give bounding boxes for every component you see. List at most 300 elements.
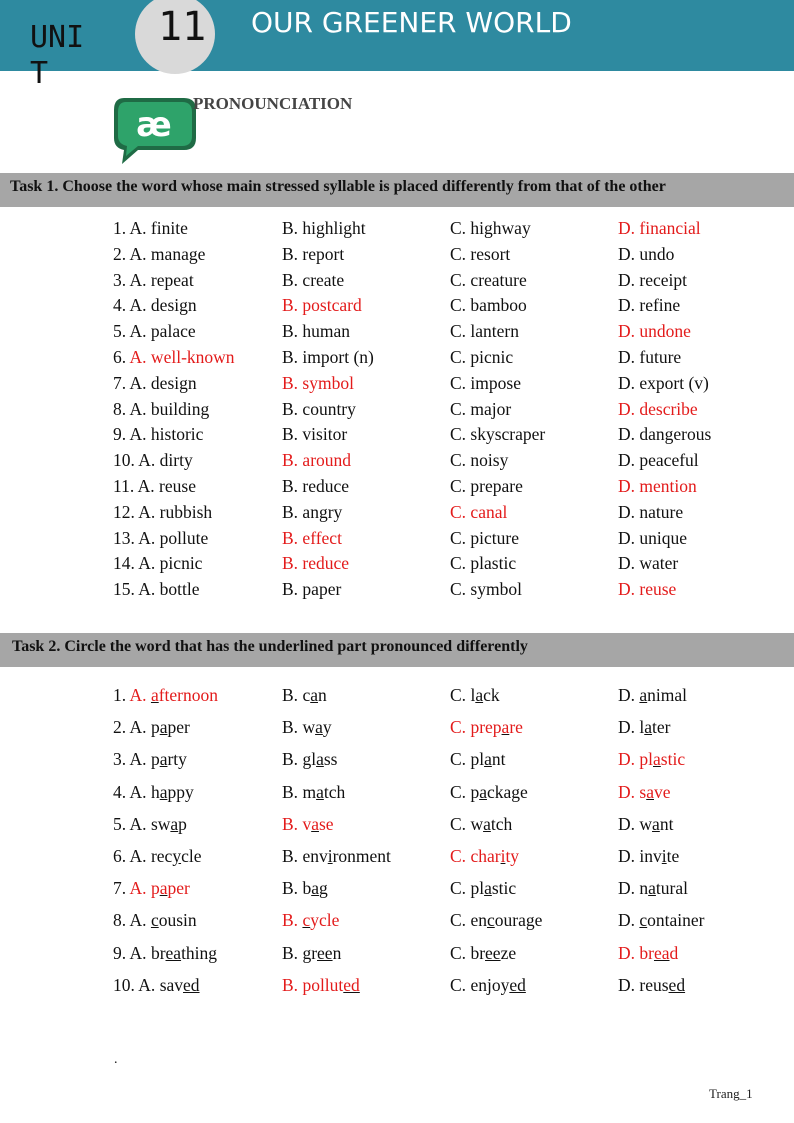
word-part: br	[470, 942, 486, 963]
option-letter: B.	[282, 878, 303, 899]
option-word	[450, 943, 516, 963]
question-number: 12.	[113, 501, 135, 522]
option-word	[130, 782, 194, 802]
word-part: cle	[181, 845, 202, 866]
task2-row	[113, 973, 783, 1005]
underlined-part: c	[150, 910, 159, 931]
word-part: m	[302, 781, 317, 802]
question-number: 5.	[113, 321, 127, 342]
option-word	[618, 717, 671, 737]
question-number: 9.	[113, 424, 127, 445]
task1-row	[113, 268, 783, 294]
option-text: C. picture	[450, 527, 520, 548]
word-part: sav	[159, 974, 184, 995]
word-part: per	[167, 878, 190, 899]
option-word	[130, 814, 187, 834]
option-text: D. refine	[618, 295, 681, 316]
option-letter: D.	[618, 749, 640, 770]
word-part: br	[639, 942, 654, 963]
option-word	[450, 878, 516, 898]
option-text: D. export (v)	[618, 372, 709, 393]
task2-option	[113, 715, 190, 740]
task1-option	[113, 474, 196, 500]
option-word	[618, 782, 671, 802]
footer-dot: .	[114, 1052, 118, 1067]
word-part: c	[302, 685, 311, 705]
word-part: te	[666, 845, 680, 866]
task1-option	[450, 474, 523, 500]
task1-option	[450, 319, 519, 345]
option-text: C. plastic	[450, 553, 517, 574]
task1-row	[113, 577, 783, 603]
underlined-part: a	[159, 717, 168, 738]
option-letter: D.	[618, 685, 640, 705]
task1-option	[282, 319, 350, 345]
word-part: v	[302, 813, 312, 834]
underlined-part: ed	[343, 974, 360, 995]
word-part: d	[669, 942, 679, 963]
task1-option	[450, 551, 516, 577]
option-text: D. unique	[618, 527, 688, 548]
task2-option	[113, 844, 201, 869]
question-number: 9.	[113, 942, 127, 963]
option-text: A. design	[129, 295, 197, 316]
word-part: stic	[491, 878, 517, 899]
option-text: D. mention	[618, 475, 697, 496]
word-part: ty	[505, 845, 520, 866]
task1-row	[113, 345, 783, 371]
option-letter: A.	[129, 781, 151, 802]
task1-option	[618, 345, 681, 371]
option-text: D. nature	[618, 501, 684, 522]
word-part: en	[470, 910, 487, 931]
underlined-part: a	[150, 685, 159, 705]
word-part: ousin	[158, 910, 197, 931]
question-number: 6.	[113, 845, 127, 866]
option-text: D. receipt	[618, 269, 687, 290]
task1-option	[113, 422, 203, 448]
underlined-part: a	[653, 749, 661, 770]
task1-option	[113, 551, 202, 577]
option-text: B. create	[282, 269, 345, 290]
underlined-part: a	[648, 878, 656, 899]
task1-option	[113, 526, 208, 552]
option-text: C. impose	[450, 372, 521, 393]
task2-option	[618, 715, 671, 740]
option-word	[450, 782, 528, 802]
option-text: D. describe	[618, 398, 698, 419]
option-text: B. report	[282, 243, 345, 264]
option-letter: B.	[282, 749, 303, 770]
question-number: 15.	[113, 579, 135, 600]
word-part: ck	[483, 685, 500, 705]
unit-label: UNIT	[30, 20, 85, 91]
question-number: 4.	[113, 295, 127, 316]
unit-banner	[0, 0, 794, 91]
task2-option	[282, 844, 391, 869]
word-part: se	[318, 813, 334, 834]
underlined-part: c	[486, 910, 495, 931]
option-letter: C.	[450, 878, 471, 899]
task1-option	[618, 242, 674, 268]
task2-option	[618, 780, 671, 805]
task2-option	[450, 908, 542, 933]
task2-option	[618, 683, 687, 708]
task1-option	[618, 397, 698, 423]
option-text: B. around	[282, 450, 352, 471]
option-text: B. effect	[282, 527, 342, 548]
option-text: A. finite	[129, 218, 188, 238]
option-text: B. visitor	[282, 424, 348, 445]
task2-option	[450, 812, 512, 837]
word-part: gl	[302, 749, 317, 770]
task1-option	[618, 268, 687, 294]
option-text: C. major	[450, 398, 512, 419]
task1-option	[282, 526, 342, 552]
option-text: A. well-known	[129, 346, 235, 367]
option-text: C. highway	[450, 218, 531, 238]
task2-option	[618, 747, 685, 772]
option-letter: C.	[450, 974, 471, 995]
word-part: ve	[653, 781, 671, 802]
option-text: B. reduce	[282, 553, 350, 574]
task1-option	[282, 242, 344, 268]
word-part: s	[639, 781, 647, 802]
option-text: A. bottle	[138, 579, 200, 600]
logo-ae-glyph: æ	[136, 105, 172, 145]
option-word	[130, 943, 218, 963]
option-letter: B.	[282, 813, 303, 834]
word-part: p	[178, 813, 187, 834]
option-letter: D.	[618, 845, 640, 866]
task1-row	[113, 422, 783, 448]
option-letter: B.	[282, 717, 303, 738]
option-text: C. skyscraper	[450, 424, 546, 445]
option-text: A. palace	[129, 321, 196, 342]
word-part: tch	[323, 781, 346, 802]
word-part: nt	[659, 813, 674, 834]
task1-option	[618, 293, 680, 319]
question-number: 6.	[113, 346, 127, 367]
option-word	[618, 943, 678, 963]
task1-option	[113, 216, 188, 242]
option-word	[130, 846, 202, 866]
option-letter: D.	[618, 717, 640, 738]
word-part: pl	[639, 749, 654, 770]
option-letter: D.	[618, 974, 640, 995]
task2-option	[450, 876, 516, 901]
task2-option	[282, 908, 339, 933]
option-word	[618, 975, 685, 995]
option-word	[130, 685, 218, 705]
word-part: y	[322, 717, 332, 738]
underlined-part: a	[644, 717, 653, 738]
task1-option	[618, 577, 676, 603]
underlined-part: a	[311, 878, 319, 899]
task2-option	[618, 844, 679, 869]
task2-option	[282, 780, 345, 805]
word-part: nt	[491, 749, 506, 770]
task1-option	[450, 242, 510, 268]
underlined-part: a	[475, 685, 484, 705]
underlined-part: a	[484, 878, 492, 899]
task2-row	[113, 876, 783, 908]
question-number: 8.	[113, 398, 127, 419]
task1-option	[450, 345, 513, 371]
option-word	[130, 878, 190, 898]
task2-option	[113, 683, 218, 708]
option-word	[450, 749, 505, 769]
option-text: D. undo	[618, 243, 675, 264]
option-letter: A.	[129, 878, 151, 899]
task1-option	[450, 422, 545, 448]
task2-option	[450, 941, 516, 966]
option-letter: C.	[450, 942, 471, 963]
option-text: A. manage	[129, 243, 206, 264]
option-text: A. historic	[129, 424, 204, 445]
option-word	[618, 846, 679, 866]
option-word	[282, 685, 327, 705]
option-word	[618, 749, 685, 769]
option-letter: B.	[282, 910, 303, 931]
option-word	[618, 878, 688, 898]
task1-title: Task 1. Choose the word whose main stressed syllable is placed differently from that of the other	[0, 173, 794, 207]
task1-option	[113, 397, 209, 423]
task1-row	[113, 474, 783, 500]
task2-option	[113, 747, 187, 772]
word-part: rec	[150, 845, 173, 866]
option-text: C. prepare	[450, 475, 523, 496]
word-part: h	[150, 781, 160, 802]
task2-option	[282, 812, 334, 837]
option-letter: A.	[129, 717, 151, 738]
underlined-part: ed	[668, 974, 686, 995]
task1-option	[282, 345, 374, 371]
task2-option	[113, 876, 190, 901]
task2-list	[113, 683, 783, 1005]
underlined-part: a	[159, 878, 168, 899]
option-word	[282, 814, 334, 834]
question-number: 13.	[113, 527, 135, 548]
word-part: gr	[302, 942, 318, 963]
task2-option	[113, 812, 187, 837]
task1-option	[450, 577, 522, 603]
option-text: A. design	[129, 372, 197, 393]
task2-option	[450, 747, 505, 772]
task2-option	[618, 973, 685, 998]
word-part: w	[302, 717, 316, 738]
option-letter: C.	[450, 910, 471, 931]
underlined-part: a	[316, 781, 324, 802]
option-word	[130, 717, 190, 737]
task1-option	[282, 474, 349, 500]
word-part: g	[318, 878, 328, 899]
underlined-part: a	[311, 813, 319, 834]
task1-option	[618, 474, 697, 500]
word-part: nimal	[647, 685, 688, 705]
task2-option	[618, 908, 705, 933]
option-text: D. undone	[618, 321, 691, 342]
underlined-part: c	[302, 910, 311, 931]
option-text: C. creature	[450, 269, 527, 290]
option-letter: A.	[129, 749, 151, 770]
word-part: tch	[490, 813, 513, 834]
underlined-part: i	[500, 845, 506, 866]
question-number: 8.	[113, 910, 127, 931]
option-text: C. canal	[450, 501, 508, 522]
option-text: C. symbol	[450, 579, 522, 600]
word-part: br	[150, 942, 166, 963]
option-text: C. bamboo	[450, 295, 527, 316]
underlined-part: a	[484, 749, 492, 770]
task1-option	[282, 397, 356, 423]
word-part: ter	[652, 717, 671, 738]
option-word	[138, 975, 199, 995]
option-letter: B.	[282, 974, 303, 995]
option-letter: B.	[282, 781, 303, 802]
task1-option	[282, 268, 344, 294]
option-letter: C.	[450, 749, 471, 770]
question-number: 3.	[113, 749, 127, 770]
option-letter: D.	[618, 878, 640, 899]
task1-option	[113, 448, 193, 474]
task1-option	[113, 242, 205, 268]
task1-option	[282, 293, 362, 319]
option-text: B. highlight	[282, 218, 366, 238]
option-word	[282, 717, 332, 737]
question-number: 14.	[113, 553, 135, 574]
underlined-part: a	[159, 781, 168, 802]
task1-option	[282, 577, 341, 603]
section-title: PRONOUNCIATION	[193, 94, 353, 113]
option-word	[282, 943, 341, 963]
option-text: D. reuse	[618, 579, 677, 600]
task1-option	[618, 526, 687, 552]
option-text: B. postcard	[282, 295, 362, 316]
option-text: B. symbol	[282, 372, 354, 393]
task2-option	[113, 941, 217, 966]
option-letter: A.	[129, 910, 151, 931]
task1-row	[113, 448, 783, 474]
task1-option	[450, 500, 507, 526]
option-text: A. building	[129, 398, 210, 419]
option-text: A. reuse	[137, 475, 196, 496]
question-number: 2.	[113, 243, 127, 264]
word-part: pollut	[302, 974, 344, 995]
task1-option	[450, 526, 519, 552]
option-word	[450, 717, 523, 737]
task1-option	[450, 268, 527, 294]
option-text: C. noisy	[450, 450, 509, 471]
option-word	[282, 846, 391, 866]
task1-option	[618, 500, 683, 526]
option-letter: D.	[618, 942, 640, 963]
option-text: D. peaceful	[618, 450, 699, 471]
task1-option	[113, 293, 197, 319]
task1-option	[113, 577, 200, 603]
underlined-part: ea	[653, 942, 670, 963]
underlined-part: ee	[317, 942, 333, 963]
option-text: C. resort	[450, 243, 511, 264]
option-text: A. dirty	[138, 450, 193, 471]
word-part: rty	[167, 749, 187, 770]
task1-option	[450, 293, 527, 319]
task2-row	[113, 683, 783, 715]
word-part: n	[332, 942, 342, 963]
option-text: D. dangerous	[618, 424, 712, 445]
underlined-part: a	[483, 813, 491, 834]
option-word	[450, 685, 500, 705]
task2-option	[450, 973, 526, 998]
word-part: fternoon	[158, 685, 219, 705]
task1-row	[113, 526, 783, 552]
word-part: w	[470, 813, 484, 834]
task2-row	[113, 747, 783, 779]
option-letter: C.	[450, 813, 471, 834]
option-text: B. human	[282, 321, 351, 342]
task2-row	[113, 812, 783, 844]
word-part: stic	[660, 749, 686, 770]
task1-option	[618, 551, 678, 577]
task1-option	[618, 319, 691, 345]
option-letter: A.	[129, 845, 151, 866]
option-letter: A.	[129, 685, 151, 705]
option-letter: C.	[450, 845, 471, 866]
task1-option	[450, 448, 508, 474]
underlined-part: ea	[165, 942, 182, 963]
option-text: B. import (n)	[282, 346, 374, 367]
option-word	[450, 846, 519, 866]
option-word	[130, 910, 197, 930]
word-part: thing	[181, 942, 218, 963]
task2-title: Task 2. Circle the word that has the underlined part pronounced differently	[0, 633, 794, 667]
word-part: ycle	[310, 910, 340, 931]
underlined-part: ed	[509, 974, 526, 995]
option-text: D. future	[618, 346, 682, 367]
word-part: l	[470, 685, 476, 705]
underlined-part: a	[652, 813, 660, 834]
speech-bubble-ae-icon	[110, 92, 200, 172]
option-letter: A.	[129, 942, 151, 963]
option-word	[450, 910, 542, 930]
option-text: A. rubbish	[138, 501, 213, 522]
option-word	[282, 782, 345, 802]
option-word	[282, 749, 337, 769]
task1-row	[113, 319, 783, 345]
question-number: 7.	[113, 878, 127, 899]
task2-option	[618, 876, 688, 901]
word-part: p	[150, 717, 160, 738]
task2-option	[282, 715, 332, 740]
underlined-part: i	[661, 845, 667, 866]
option-letter: B.	[282, 845, 303, 866]
task1-option	[618, 448, 699, 474]
question-number: 2.	[113, 717, 127, 738]
word-part: b	[302, 878, 312, 899]
task2-option	[282, 876, 328, 901]
page-number: Trang_1	[709, 1086, 753, 1101]
task2-row	[113, 941, 783, 973]
option-word	[282, 878, 328, 898]
word-part: enjoy	[470, 974, 510, 995]
underlined-part: a	[646, 781, 654, 802]
option-letter: D.	[618, 910, 640, 931]
option-letter: A.	[138, 974, 160, 995]
underlined-part: a	[479, 781, 487, 802]
underlined-part: a	[159, 749, 168, 770]
task2-option	[282, 683, 327, 708]
task1-option	[282, 500, 342, 526]
